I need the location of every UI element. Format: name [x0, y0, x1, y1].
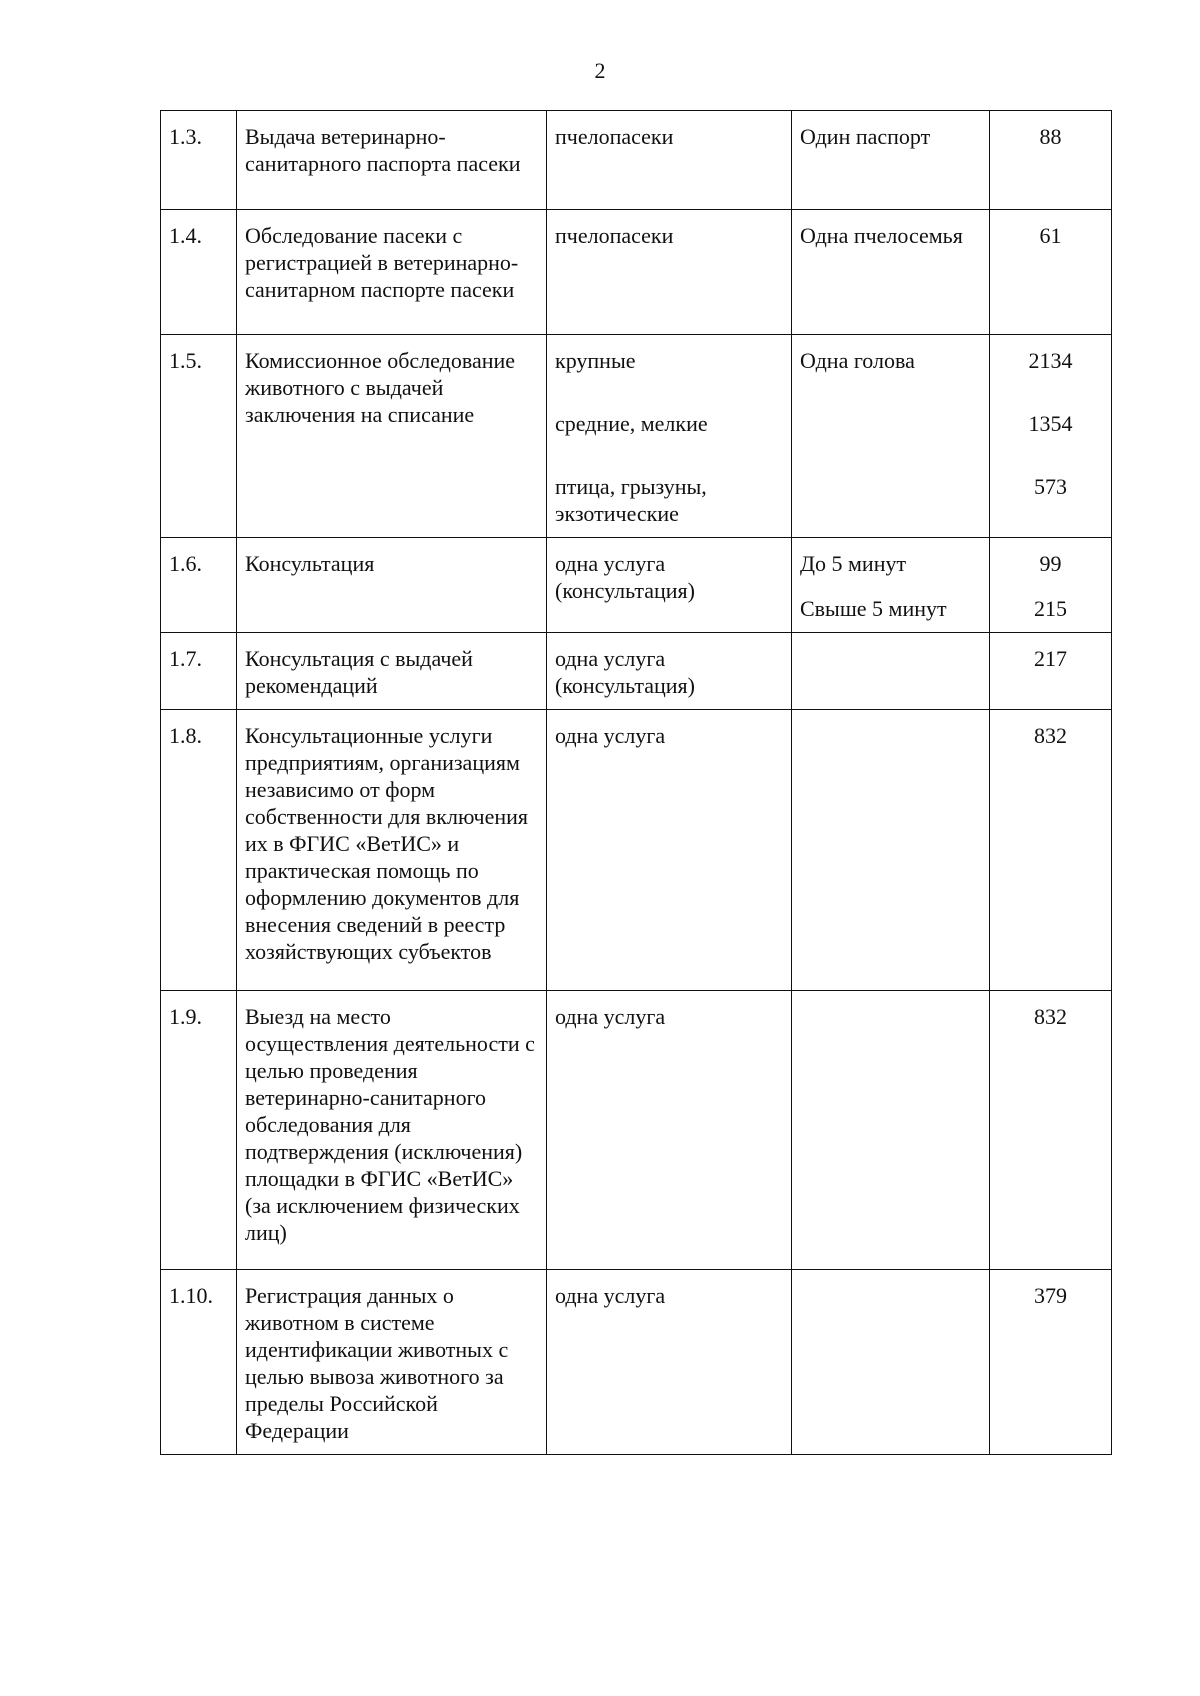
service-category: [547, 991, 792, 1269]
row-number: 1.10.: [161, 1270, 237, 1454]
price-line: 61: [1039, 223, 1062, 248]
price-line: 2134: [1028, 348, 1073, 373]
category-line: одна услуга: [555, 1004, 666, 1029]
unit-line: Одна пчелосемья: [800, 223, 963, 248]
service-category: [547, 111, 792, 209]
category-line: пчелопасеки: [555, 124, 674, 149]
service-price: [990, 111, 1111, 209]
service-price: [990, 633, 1111, 709]
service-price: [990, 991, 1111, 1269]
service-unit: [792, 538, 990, 632]
row-number: 1.5.: [161, 335, 237, 537]
service-category: [547, 710, 792, 990]
category-line: средние, мелкие: [555, 411, 708, 436]
category-line: пчелопасеки: [555, 223, 674, 248]
service-price: [990, 710, 1111, 990]
service-name: Выезд на место осуществления деятельности с целью проведения ветеринарно-санитарного обследования для подтверждения (исключения) площадки в ФГИС «ВетИС» (за исключением физических лиц): [237, 991, 547, 1269]
row-number: 1.8.: [161, 710, 237, 990]
table-row: [161, 210, 1111, 335]
service-unit: [792, 111, 990, 209]
service-price: [990, 210, 1111, 334]
service-unit: [792, 710, 990, 990]
service-name: Комиссионное обследование животного с выдачей заключения на списание: [237, 335, 547, 537]
service-price: [990, 538, 1111, 632]
service-name: Выдача ветеринарно-санитарного паспорта пасеки: [237, 111, 547, 209]
unit-line: Один паспорт: [800, 124, 931, 149]
price-line: 832: [1034, 1004, 1067, 1029]
price-line: 88: [1039, 124, 1062, 149]
service-unit: [792, 633, 990, 709]
category-line: птица, грызуны, экзотические: [555, 474, 707, 526]
service-name: Консультация: [237, 538, 547, 632]
category-line: одна услуга: [555, 723, 666, 748]
table-row: [161, 335, 1111, 538]
service-name: Консультационные услуги предприятиям, организациям независимо от форм собственности для включения их в ФГИС «ВетИС» и практическая помощь по оформлению документов для внесения сведений в реестр хозяйствующих субъектов: [237, 710, 547, 990]
row-number: 1.6.: [161, 538, 237, 632]
service-price: [990, 1270, 1111, 1454]
price-line: 99: [1039, 551, 1062, 576]
row-number: 1.7.: [161, 633, 237, 709]
row-number: 1.3.: [161, 111, 237, 209]
table-row: [161, 538, 1111, 633]
service-price: [990, 335, 1111, 537]
service-unit: [792, 1270, 990, 1454]
table-row: [161, 111, 1111, 210]
table-row: [161, 710, 1111, 991]
service-unit: [792, 335, 990, 537]
category-line: одна услуга (консультация): [555, 646, 695, 698]
page-number: 2: [594, 58, 606, 83]
price-line: 217: [1034, 646, 1067, 671]
service-name: Консультация с выдачей рекомендаций: [237, 633, 547, 709]
unit-line: До 5 минут: [800, 551, 907, 576]
category-line: одна услуга (консультация): [555, 551, 695, 603]
table-row: [161, 633, 1111, 710]
tariff-table: [160, 110, 1112, 1455]
price-line: 215: [1034, 596, 1067, 621]
category-line: одна услуга: [555, 1283, 666, 1308]
category-line: крупные: [555, 348, 636, 373]
table-row: [161, 991, 1111, 1270]
price-line: 1354: [1028, 411, 1073, 436]
row-number: 1.9.: [161, 991, 237, 1269]
service-category: [547, 1270, 792, 1454]
unit-line: Свыше 5 минут: [800, 596, 947, 621]
unit-line: Одна голова: [800, 348, 915, 373]
service-category: [547, 538, 792, 632]
service-category: [547, 335, 792, 537]
row-number: 1.4.: [161, 210, 237, 334]
price-line: 832: [1034, 723, 1067, 748]
service-unit: [792, 991, 990, 1269]
service-name: Регистрация данных о животном в системе идентификации животных с целью вывоза животного за пределы Российской Федерации: [237, 1270, 547, 1454]
price-line: 379: [1034, 1283, 1067, 1308]
service-unit: [792, 210, 990, 334]
service-category: [547, 210, 792, 334]
service-name: Обследование пасеки с регистрацией в ветеринарно-санитарном паспорте пасеки: [237, 210, 547, 334]
service-category: [547, 633, 792, 709]
price-line: 573: [1034, 474, 1067, 499]
table-row: [161, 1270, 1111, 1454]
